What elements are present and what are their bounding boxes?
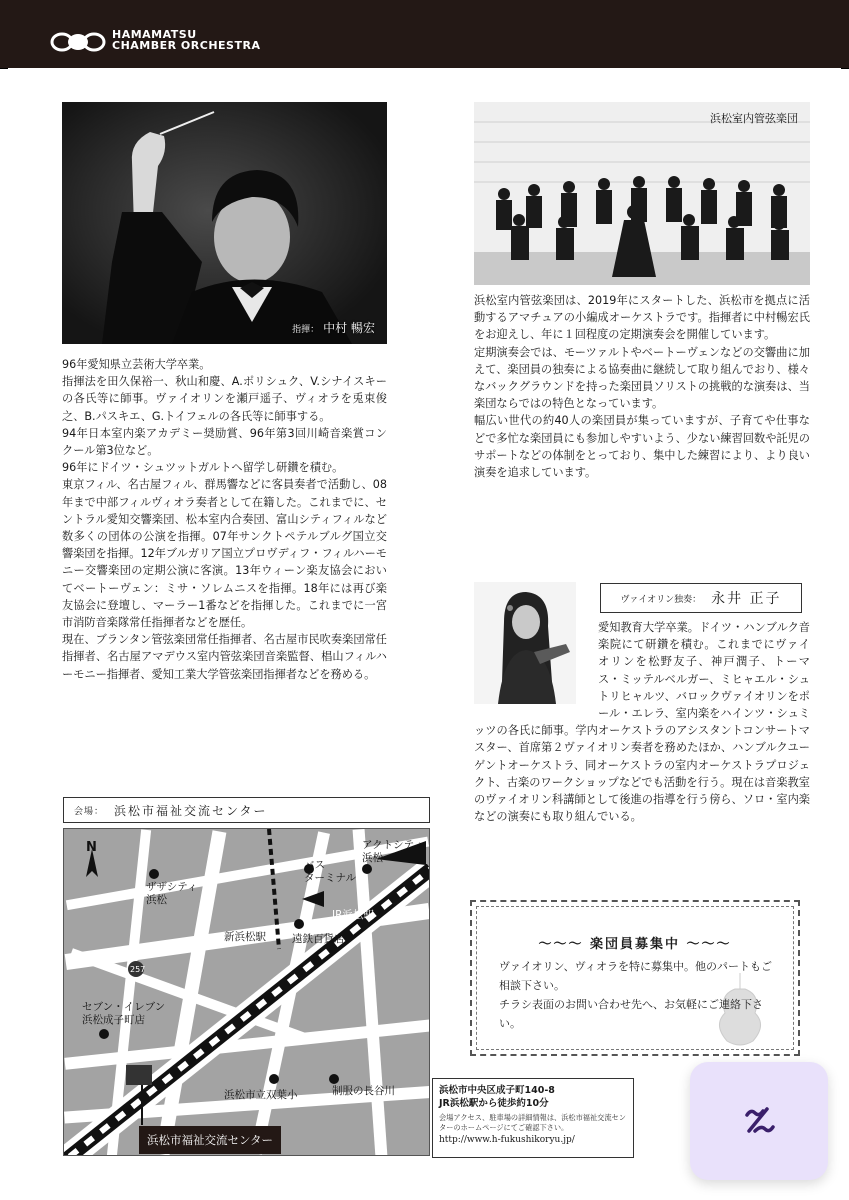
map-label-bus: バス ターミナル [304, 859, 356, 884]
soloist-role-label: ヴァイオリン独奏： [620, 594, 702, 605]
orchestra-description [474, 292, 810, 481]
recruit-title: 〜〜〜 楽団員募集中 〜〜〜 [538, 937, 732, 952]
orchestra-logo-icon [50, 32, 106, 52]
map-label-act: アクトシティ 浜松 [362, 839, 424, 864]
orchestra-paragraph: 幅広い世代の約40人の楽団員が集っていますが、子育てや仕事などで多忙な楽団員にも参加しやすいよう、少ない練習回数や託児のサポートなどの体制をとっており、集中した練習により、より良い演奏を追求しています。 [474, 414, 810, 480]
pen-edit-icon [739, 1101, 779, 1141]
orchestra-paragraph: 定期演奏会では、モーツァルトやベートーヴェンなどの交響曲に加えて、楽団員の独奏による協奏曲に継続して取り組んでおり、様々なバックグラウンドを持った楽団員ソリストの挑戦的な演奏は、当楽団ならではの特色となっています。 [474, 345, 810, 411]
soloist-photo-spacer [474, 619, 598, 711]
conductor-bio-paragraph: 東京フィル、名古屋フィル、群馬響などに客員奏者で活動し、08年まで中部フィルヴィオラ奏者として在籍した。これまでに、セントラル愛知交響楽団、松本室内合奏団、富山シティフィルなど数多くの団体の公演を指揮。07年サンクトペテルブルグ国立交響楽団を指揮。12年ブルガリア国立プロヴディフ・フィルハーモニー交響楽団の定期公演に客演。13年ウィーン楽友協会においてベートーヴェン：ミサ・ソレムニスを指揮。18年には再び楽友協会に登壇し、マーラー1番などを指揮した。これまでに一宮市消防音楽隊常任指揮者などを歴任。 [62, 478, 387, 630]
map-label-zaza: ザザシティ 浜松 [146, 881, 198, 906]
conductor-caption [292, 319, 375, 336]
conductor-bio [62, 356, 387, 683]
orchestra-logo-text [112, 29, 260, 51]
recruit-box [470, 900, 800, 1056]
map-venue-box: 浜松市福祉交流センター [139, 1126, 281, 1154]
venue-note: 会場アクセス、駐車場の詳細情報は、浜松市福祉交流センターのホームページにてご確認下さい。 [439, 1113, 626, 1132]
venue-address-box [432, 1078, 634, 1158]
map-label-hasegawa: 制服の長谷川 [332, 1085, 395, 1097]
venue-access: JR浜松駅から徒歩約10分 [439, 1098, 549, 1109]
conductor-bio-paragraph: 指揮法を田久保裕一、秋山和慶、A.ポリシュク、V.シナイスキーの各氏等に師事。ヴァイオリンを瀬戸遥子、ヴィオラを兎束俊之、B.パスキエ、G.トイフェルの各氏等に師事する。 [62, 375, 387, 423]
conductor-bio-paragraph: 現在、ブランタン管弦楽団常任指揮者、名古屋市民吹奏楽団常任指揮者、名古屋アマデウス室内管弦楽団音楽監督、椙山フィルハーモニー指揮者、愛知工業大学管弦楽団指揮者などを務める。 [62, 633, 387, 681]
soloist-label-box [600, 583, 802, 613]
conductor-role-label: 指揮： [292, 325, 320, 335]
soloist-bio-text: 愛知教育大学卒業。ドイツ・ハンブルク音楽院にて研鑽を積む。これまでにヴァイオリンを松野友子、神戸潤子、トーマス・ミッテルベルガー、ミヒャエル・シュトリヒャルツ、バロックヴァイオリンをポール・エレラ、室内楽をハインツ・シュミッツの各氏に師事。学内オーケストラのアシスタントコンサートマスター、首席第２ヴァイオリン奏者を務めたほか、ハンブルクユーゲントオーケストラ、同オーケストラの室内オーケストラプロジェクト、古楽のワークショップなどでも活動を行う。現在は音楽教室のヴァイオリン科講師として後進の指導を行う傍ら、ソロ・室内楽などの演奏にも取り組んでいる。 [474, 621, 810, 824]
map-label-seven: セブン・イレブン 浜松成子町店 [82, 1001, 166, 1026]
conductor-silhouette [62, 102, 387, 344]
map-label-jr: JR浜松駅 [332, 909, 374, 921]
header-bar [0, 0, 849, 69]
venue-address: 浜松市中央区成子町140-8 [439, 1085, 555, 1096]
recruit-inner [476, 906, 794, 1050]
map-label-shinhama: 新浜松駅 [224, 931, 266, 943]
recruit-line: チラシ表面のお問い合わせ先へ、お気軽にご連絡下さい。 [499, 998, 763, 1030]
soloist-bio [474, 619, 810, 825]
map-label-entetsu: 遠鉄百貨店 [292, 933, 345, 945]
flyer-page [8, 68, 841, 1200]
venue-name: 浜松市福祉交流センター [114, 803, 268, 818]
venue-url[interactable]: http://www.h-fukushikoryu.jp/ [439, 1135, 575, 1145]
soloist-name: 永井 正子 [711, 591, 782, 607]
conductor-bio-paragraph: 94年日本室内楽アカデミー奨励賞、96年第3回川崎音楽賞コンクール第3位など。 [62, 426, 387, 458]
orchestra-photo [474, 102, 810, 285]
conductor-name: 中村 暢宏 [323, 321, 375, 335]
orchestra-scene [474, 102, 810, 285]
venue-map [63, 828, 430, 1156]
logo-line-1: HAMAMATSU [112, 28, 197, 41]
map-label-route: 257 [130, 965, 146, 974]
venue-header [63, 797, 430, 823]
map-north-label: N [86, 840, 97, 855]
edit-fab-button[interactable] [690, 1062, 828, 1180]
conductor-bio-paragraph: 96年にドイツ・シュツットガルトへ留学し研鑽を積む。 [62, 461, 344, 475]
recruit-line: ヴァイオリン、ヴィオラを特に募集中。他のパートもご相談下さい。 [499, 960, 773, 992]
map-roads [64, 829, 430, 1156]
orchestra-caption: 浜松室内管弦楽団 [710, 112, 798, 125]
logo-line-2: CHAMBER ORCHESTRA [112, 39, 261, 52]
conductor-photo [62, 102, 387, 344]
recruit-body [499, 957, 775, 1033]
venue-label: 会場： [74, 806, 105, 817]
conductor-bio-paragraph: 96年愛知県立芸術大学卒業。 [62, 358, 211, 371]
map-label-futaba: 浜松市立双葉小 [224, 1089, 298, 1101]
orchestra-paragraph: 浜松室内管弦楽団は、2019年にスタートした、浜松市を拠点に活動するアマチュアの小編成オーケストラです。指揮者に中村暢宏氏をお迎えし、年に１回程度の定期演奏会を開催しています。 [474, 294, 810, 342]
